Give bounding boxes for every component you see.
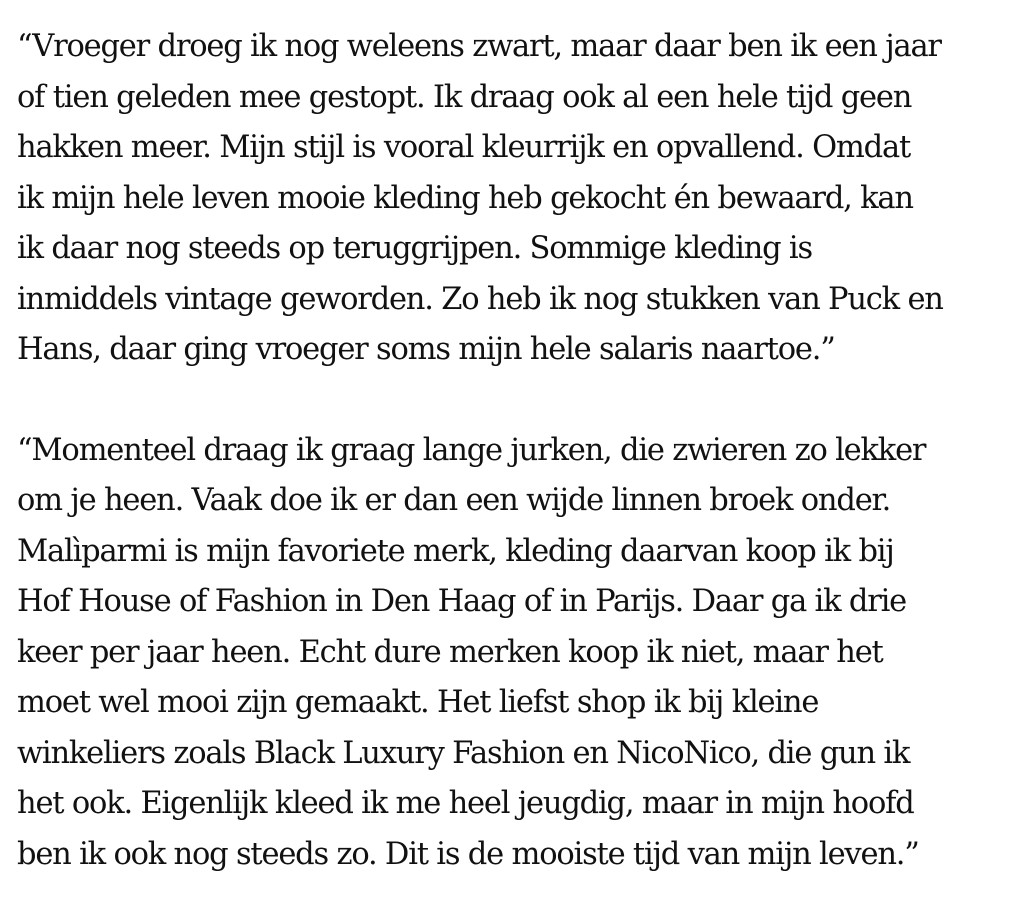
- quote-paragraph-1: [17, 22, 1000, 376]
- text-line: Malìparmi is mijn favoriete merk, kleding daarvan koop ik bij: [17, 533, 894, 569]
- text-line: ik mijn hele leven mooie kleding heb gekocht én bewaard, kan: [17, 180, 913, 216]
- text-line: ik daar nog steeds op teruggrijpen. Sommige kleding is: [17, 231, 812, 266]
- text-line: inmiddels vintage geworden. Zo heb ik nog stukken van Puck en: [17, 281, 943, 317]
- text-line: “Vroeger droeg ik nog weleens zwart, maar daar ben ik een jaar: [17, 29, 941, 64]
- text-line: hakken meer. Mijn stijl is vooral kleurrijk en opvallend. Omdat: [17, 130, 911, 165]
- quote-paragraph-2: [17, 426, 1000, 881]
- text-line: of tien geleden mee gestopt. Ik draag ook al een hele tijd geen: [17, 79, 912, 115]
- text-line: Hans, daar ging vroeger soms mijn hele salaris naartoe.”: [17, 332, 835, 367]
- text-line: “Momenteel draag ik graag lange jurken, die zwieren zo lekker: [17, 432, 926, 468]
- text-line: keer per jaar heen. Echt dure merken koop ik niet, maar het: [17, 634, 883, 670]
- text-line: moet wel mooi zijn gemaakt. Het liefst shop ik bij kleine: [17, 685, 819, 720]
- text-line: winkeliers zoals Black Luxury Fashion en NicoNico, die gun ik: [17, 735, 910, 771]
- text-line: om je heen. Vaak doe ik er dan een wijde linnen broek onder.: [17, 483, 891, 518]
- text-line: ben ik ook nog steeds zo. Dit is de mooiste tijd van mijn leven.”: [17, 836, 919, 872]
- text-line: het ook. Eigenlijk kleed ik me heel jeugdig, maar in mijn hoofd: [17, 786, 914, 821]
- text-line: Hof House of Fashion in Den Haag of in Parijs. Daar ga ik drie: [17, 584, 906, 619]
